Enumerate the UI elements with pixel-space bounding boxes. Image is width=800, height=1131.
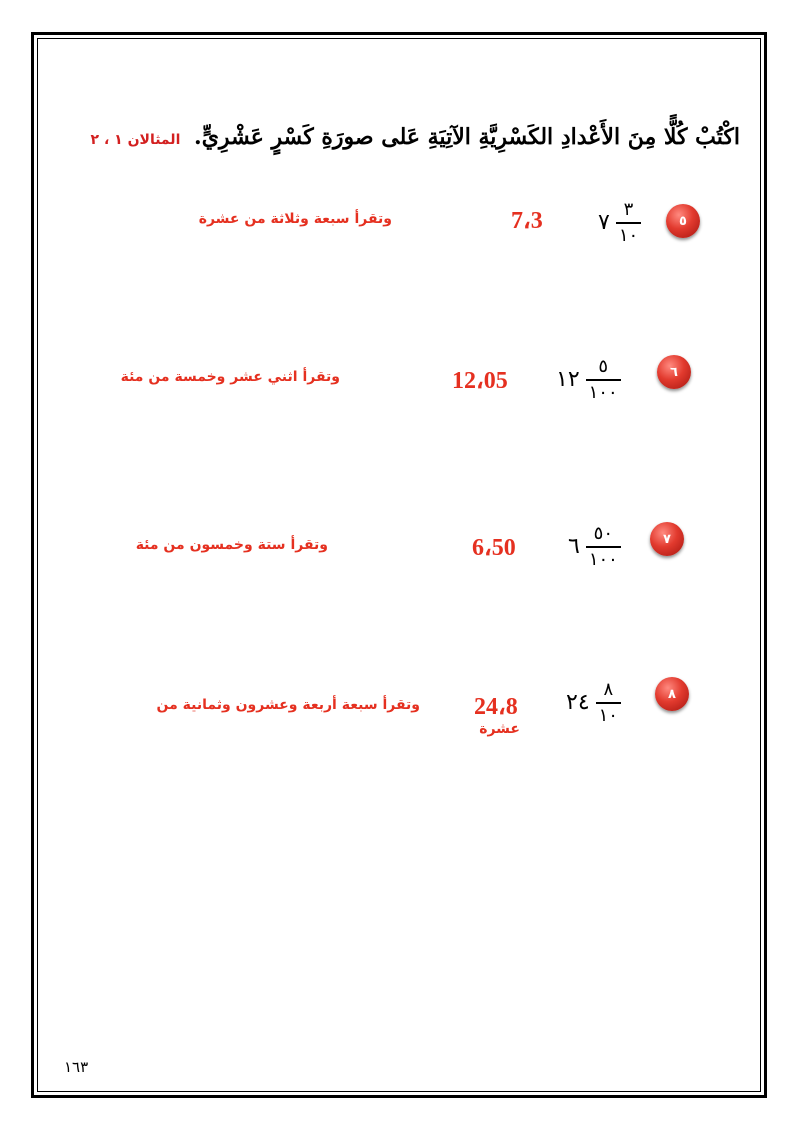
exercise-number-badge: ٧ (650, 522, 684, 556)
fraction (586, 524, 621, 570)
instruction-text: اكْتُبْ كُلًّا مِنَ الأَعْدادِ الكَسْرِيَّةِ الآتِيَةِ عَلى صورَةِ كَسْرٍ عَشْرِيٍّ. (194, 124, 740, 150)
decimal-answer: 7،3 (511, 208, 543, 234)
mixed-number (556, 357, 621, 403)
reading-text-continuation: عشرة (479, 721, 520, 737)
mixed-number (568, 524, 621, 570)
reading-text: وتقرأ اثني عشر وخمسة من مئة (120, 369, 340, 385)
denominator: ١٠٠ (586, 379, 621, 403)
whole-part: ٦ (568, 534, 580, 560)
decimal-answer: 12،05 (452, 368, 508, 394)
exercise-number-badge: ٨ (655, 677, 689, 711)
denominator: ١٠ (596, 702, 621, 726)
numerator: ٥٠ (593, 523, 613, 544)
page-number: ١٦٣ (64, 1058, 89, 1076)
decimal-answer: 24،8 (474, 694, 518, 720)
instruction-heading (91, 124, 740, 150)
mixed-number (598, 200, 641, 246)
example-reference: المثالان ١ ، ٢ (90, 132, 181, 148)
reading-text: وتقرأ ستة وخمسون من مئة (135, 537, 328, 553)
denominator: ١٠ (616, 222, 641, 246)
decimal-answer: 6،50 (472, 535, 516, 561)
fraction (586, 357, 621, 403)
whole-part: ٧ (598, 210, 610, 236)
whole-part: ٢٤ (566, 690, 590, 716)
numerator: ٣ (623, 199, 634, 220)
exercise-number-badge: ٥ (666, 204, 700, 238)
reading-text: وتقرأ سبعة أربعة وعشرون وثمانية من (156, 697, 420, 713)
mixed-number (566, 680, 621, 726)
exercise-number-badge: ٦ (657, 355, 691, 389)
denominator: ١٠٠ (586, 546, 621, 570)
fraction (596, 680, 621, 726)
fraction (616, 200, 641, 246)
reading-text: وتقرأ سبعة وثلاثة من عشرة (198, 211, 392, 227)
numerator: ٥ (598, 356, 608, 377)
whole-part: ١٢ (556, 367, 580, 393)
page-border-inner (37, 38, 761, 1092)
numerator: ٨ (603, 679, 614, 700)
